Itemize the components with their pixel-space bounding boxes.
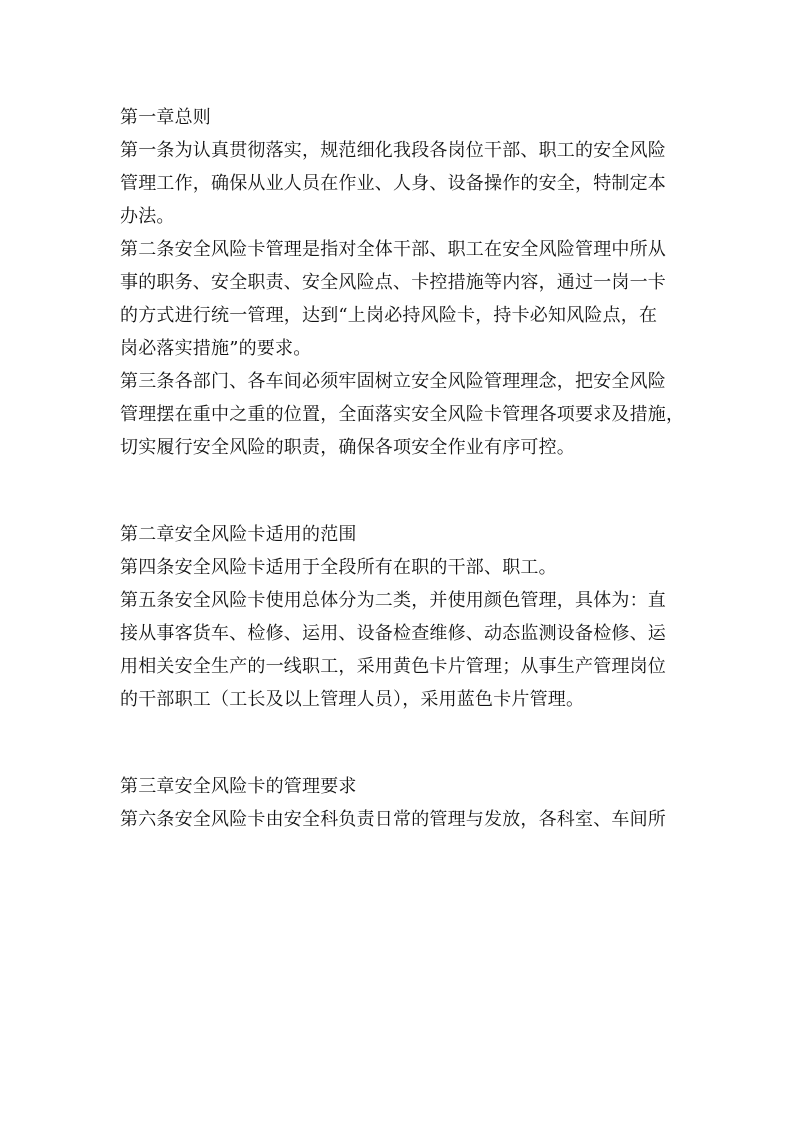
article-line: 办法。 bbox=[120, 206, 175, 227]
section-spacer bbox=[120, 716, 680, 770]
article-line: 第六条安全风险卡由安全科负责日常的管理与发放，各科室、车间所 bbox=[120, 809, 666, 830]
article-line: 第三条各部门、各车间必须牢固树立安全风险管理理念，把安全风险 bbox=[120, 371, 666, 392]
article-line: 第五条安全风险卡使用总体分为二类，并使用颜色管理，具体为：直 bbox=[120, 590, 666, 611]
article-line: 第一条为认真贯彻落实，规范细化我段各岗位干部、职工的安全风险 bbox=[120, 140, 666, 161]
article-line: 第二条安全风险卡管理是指对全体干部、职工在安全风险管理中所从 bbox=[120, 239, 666, 260]
chapter-heading: 第一章总则 bbox=[120, 107, 211, 128]
article-line: 事的职务、安全职责、安全风险点、卡控措施等内容，通过一岗一卡 bbox=[120, 272, 666, 293]
article-line: 切实履行安全风险的职责，确保各项安全作业有序可控。 bbox=[120, 437, 575, 458]
article-line: 的干部职工（工长及以上管理人员），采用蓝色卡片管理。 bbox=[120, 689, 585, 710]
article-line: 用相关安全生产的一线职工，采用黄色卡片管理；从事生产管理岗位 bbox=[120, 656, 666, 677]
chapter-heading: 第二章安全风险卡适用的范围 bbox=[120, 524, 357, 545]
article-line: 管理摆在重中之重的位置，全面落实安全风险卡管理各项要求及措施， bbox=[120, 404, 685, 425]
document-body bbox=[120, 101, 685, 836]
article-line: 的方式进行统一管理，达到“上岗必持风险卡，持卡必知风险点，在 bbox=[120, 305, 658, 326]
article-line: 第四条安全风险卡适用于全段所有在职的干部、职工。 bbox=[120, 557, 557, 578]
article-line: 接从事客货车、检修、运用、设备检查维修、动态监测设备检修、运 bbox=[120, 623, 666, 644]
chapter-heading: 第三章安全风险卡的管理要求 bbox=[120, 776, 357, 797]
article-line: 岗必落实措施”的要求。 bbox=[120, 338, 312, 359]
section-spacer bbox=[120, 464, 680, 518]
article-line: 管理工作，确保从业人员在作业、人身、设备操作的安全，特制定本 bbox=[120, 173, 666, 194]
